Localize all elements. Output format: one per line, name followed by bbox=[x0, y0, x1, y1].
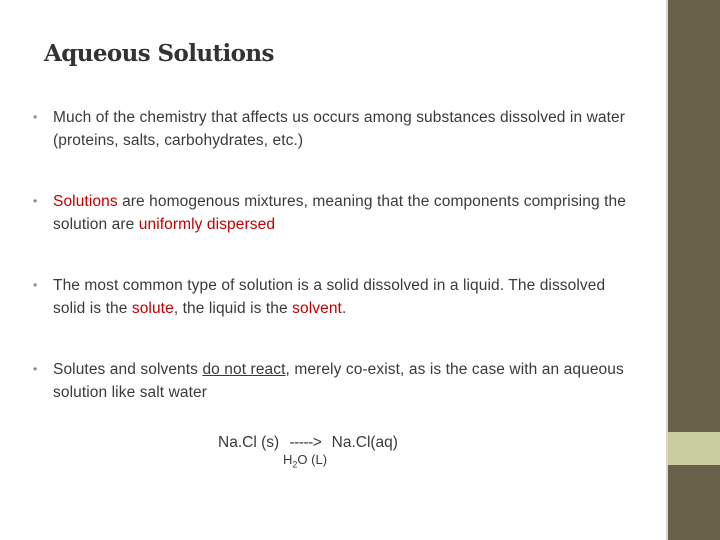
bullet-text: , merely co-exist, as is the case with an aqueous solution like salt water bbox=[53, 361, 624, 401]
bullet-item-solid-in-liquid bbox=[33, 274, 633, 320]
bullet-icon: • bbox=[33, 362, 38, 376]
term-solvent: solvent bbox=[292, 300, 342, 317]
equation-reactant: Na.Cl (s) bbox=[218, 434, 280, 451]
bullet-text: . bbox=[341, 300, 347, 317]
equation-arrow: -----> bbox=[289, 434, 322, 451]
term-do-not-react: do not react bbox=[202, 361, 286, 378]
bullet-text: are homogenous mixtures, meaning that the components comprising the solution are bbox=[53, 193, 626, 233]
bullet-list bbox=[33, 106, 633, 404]
term-solutions: Solutions bbox=[53, 193, 118, 210]
bullet-text: Solutes and solvents bbox=[53, 361, 203, 378]
bullet-item-do-not-react bbox=[33, 358, 633, 404]
bullet-text: , the liquid is the bbox=[173, 300, 293, 317]
term-solute: solute bbox=[131, 300, 174, 317]
dissolution-equation bbox=[218, 432, 398, 454]
equation-product: Na.Cl(aq) bbox=[331, 434, 398, 451]
slide-title: Aqueous Solutions bbox=[44, 40, 274, 67]
bullet-text: Much of the chemistry that affects us occurs among substances dissolved in water (proteins, salts, carbohydrates, etc.) bbox=[53, 109, 626, 149]
bullet-item-solutions bbox=[33, 190, 633, 236]
condition-suffix: O (L) bbox=[297, 452, 328, 467]
bullet-item-chemistry bbox=[33, 106, 633, 152]
side-bar-bottom bbox=[668, 465, 720, 540]
side-bar-accent bbox=[668, 432, 720, 465]
bullet-text: The most common type of solution is a solid dissolved in a liquid. The dissolved solid is the bbox=[53, 277, 606, 317]
term-uniformly-dispersed: uniformly dispersed bbox=[138, 216, 276, 233]
equation-condition bbox=[283, 452, 327, 473]
bullet-icon: • bbox=[33, 194, 38, 208]
condition-prefix: H bbox=[283, 452, 293, 467]
bullet-icon: • bbox=[33, 110, 38, 124]
condition-subscript: 2 bbox=[292, 459, 298, 470]
bullet-icon: • bbox=[33, 278, 38, 292]
side-bar-top bbox=[668, 0, 720, 432]
